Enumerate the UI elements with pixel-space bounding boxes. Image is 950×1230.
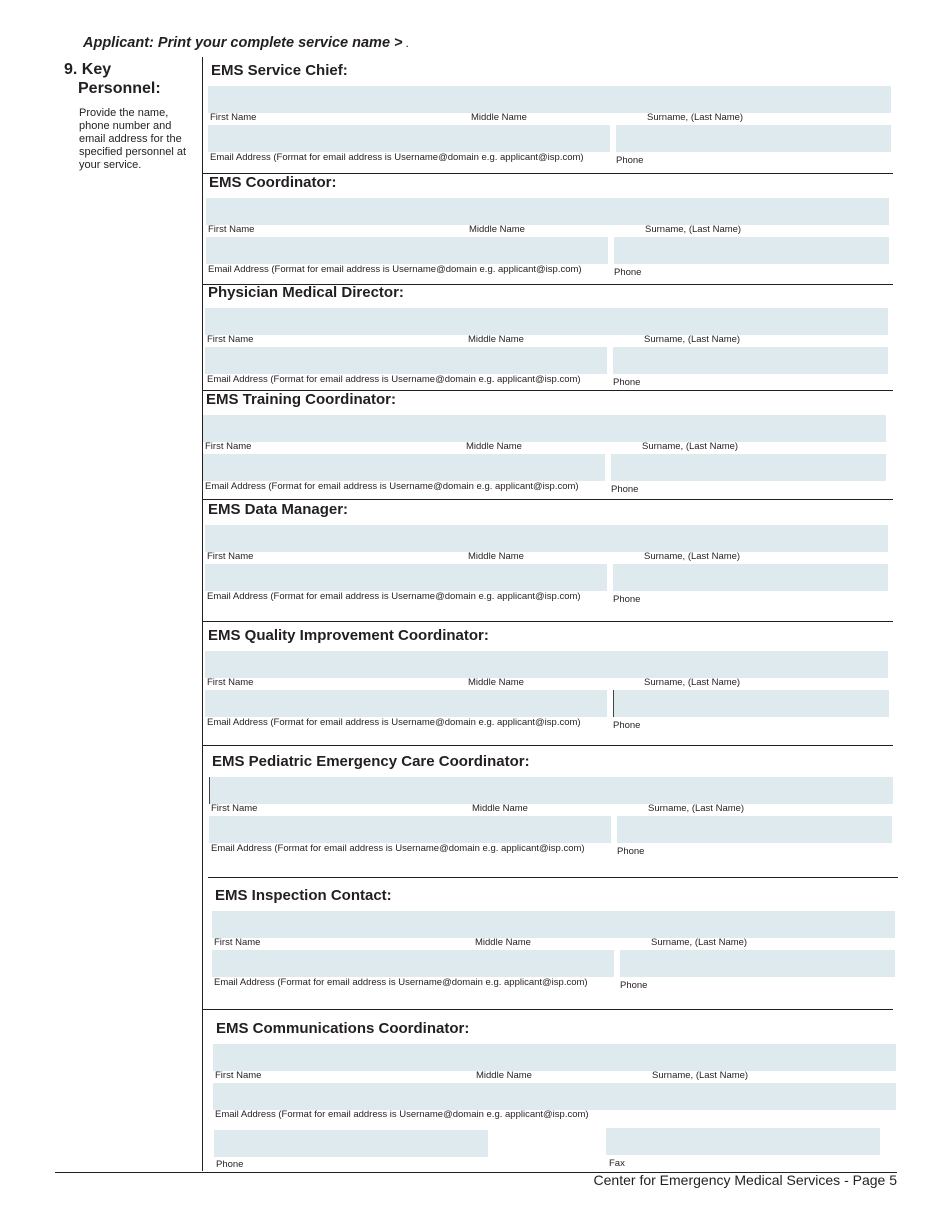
personnel-9-fax-field[interactable] [606,1128,880,1155]
personnel-5-first-name-label: First Name [207,551,254,562]
personnel-8-phone-label: Phone [620,980,648,991]
personnel-9-phone-label: Phone [216,1159,244,1170]
personnel-6-middle-name-label: Middle Name [468,677,524,688]
personnel-8-email-field[interactable] [212,950,614,977]
personnel-1-email-field[interactable] [208,125,610,152]
personnel-8-phone-field[interactable] [620,950,895,977]
personnel-1-first-name-label: First Name [210,112,257,123]
personnel-4-title: EMS Training Coordinator: [206,391,396,408]
personnel-3-phone-field[interactable] [613,347,888,374]
personnel-7-name-field[interactable] [209,777,893,804]
personnel-5-phone-label: Phone [613,594,641,605]
personnel-5-surname-label: Surname, (Last Name) [644,551,741,562]
personnel-7-surname-label: Surname, (Last Name) [648,803,745,814]
personnel-9-surname-label: Surname, (Last Name) [652,1070,749,1081]
personnel-4-phone-field[interactable] [611,454,886,481]
personnel-9-email-field[interactable] [213,1083,896,1110]
personnel-9-email-label: Email Address (Format for email address is Username@domain e.g. applicant@isp.com) [215,1109,589,1120]
personnel-3-phone-label: Phone [613,377,641,388]
personnel-3-email-label: Email Address (Format for email address is Username@domain e.g. applicant@isp.com) [207,374,581,385]
personnel-4-email-field[interactable] [203,454,605,481]
personnel-1-surname-label: Surname, (Last Name) [647,112,744,123]
section-number: 9. Key [64,61,112,78]
personnel-9-name-field[interactable] [213,1044,896,1071]
personnel-4-divider [203,499,893,500]
section-divider-vertical [202,57,203,1171]
personnel-3-middle-name-label: Middle Name [468,334,524,345]
personnel-7-phone-label: Phone [617,846,645,857]
personnel-6-phone-field[interactable] [613,690,889,717]
applicant-label: Applicant: Print your complete service name > [83,35,403,51]
personnel-8-title: EMS Inspection Contact: [215,887,392,904]
personnel-6-email-field[interactable] [205,690,607,717]
section-title: Personnel: [78,80,161,97]
personnel-2-email-field[interactable] [206,237,608,264]
personnel-7-first-name-label: First Name [211,803,258,814]
applicant-name-value: . [405,36,409,50]
personnel-3-first-name-label: First Name [207,334,254,345]
personnel-3-email-field[interactable] [205,347,607,374]
personnel-7-email-field[interactable] [209,816,611,843]
personnel-6-title: EMS Quality Improvement Coordinator: [208,627,489,644]
personnel-8-first-name-label: First Name [214,937,261,948]
personnel-2-surname-label: Surname, (Last Name) [645,224,742,235]
personnel-2-phone-label: Phone [614,267,642,278]
personnel-3-surname-label: Surname, (Last Name) [644,334,741,345]
applicant-service-name-prompt [83,35,409,51]
personnel-7-email-label: Email Address (Format for email address is Username@domain e.g. applicant@isp.com) [211,843,585,854]
personnel-2-phone-field[interactable] [614,237,889,264]
personnel-5-middle-name-label: Middle Name [468,551,524,562]
personnel-2-middle-name-label: Middle Name [469,224,525,235]
personnel-6-divider [203,745,893,746]
personnel-7-phone-field[interactable] [617,816,892,843]
personnel-4-first-name-label: First Name [205,441,252,452]
personnel-2-email-label: Email Address (Format for email address is Username@domain e.g. applicant@isp.com) [208,264,582,275]
personnel-8-email-label: Email Address (Format for email address is Username@domain e.g. applicant@isp.com) [214,977,588,988]
personnel-3-title: Physician Medical Director: [208,284,404,301]
personnel-8-middle-name-label: Middle Name [475,937,531,948]
personnel-5-name-field[interactable] [205,525,888,552]
personnel-9-fax-label: Fax [609,1158,625,1169]
personnel-6-name-field[interactable] [205,651,888,678]
personnel-4-surname-label: Surname, (Last Name) [642,441,739,452]
personnel-6-phone-label: Phone [613,720,641,731]
page-footer: Center for Emergency Medical Services - Page 5 [593,1172,897,1188]
personnel-5-email-label: Email Address (Format for email address is Username@domain e.g. applicant@isp.com) [207,591,581,602]
personnel-2-name-field[interactable] [206,198,889,225]
personnel-1-phone-field[interactable] [616,125,891,152]
personnel-4-name-field[interactable] [203,415,886,442]
personnel-2-first-name-label: First Name [208,224,255,235]
personnel-2-title: EMS Coordinator: [209,174,337,191]
personnel-9-title: EMS Communications Coordinator: [216,1020,470,1037]
personnel-4-email-label: Email Address (Format for email address is Username@domain e.g. applicant@isp.com) [205,481,579,492]
section-instructions: Provide the name, phone number and email address for the specified personnel at your service. [79,107,187,171]
personnel-4-middle-name-label: Middle Name [466,441,522,452]
personnel-3-name-field[interactable] [205,308,888,335]
personnel-9-block [216,1020,916,1180]
personnel-6-first-name-label: First Name [207,677,254,688]
personnel-1-email-label: Email Address (Format for email address is Username@domain e.g. applicant@isp.com) [210,152,584,163]
personnel-5-divider [203,621,893,622]
personnel-4-phone-label: Phone [611,484,639,495]
personnel-8-divider [203,1009,893,1010]
personnel-1-phone-label: Phone [616,155,644,166]
personnel-5-email-field[interactable] [205,564,607,591]
personnel-7-middle-name-label: Middle Name [472,803,528,814]
personnel-5-title: EMS Data Manager: [208,501,349,518]
personnel-5-phone-field[interactable] [613,564,888,591]
personnel-1-title: EMS Service Chief: [211,62,348,79]
personnel-6-surname-label: Surname, (Last Name) [644,677,741,688]
personnel-1-name-field[interactable] [208,86,891,113]
personnel-9-middle-name-label: Middle Name [476,1070,532,1081]
personnel-7-title: EMS Pediatric Emergency Care Coordinator: [212,753,530,770]
personnel-1-middle-name-label: Middle Name [471,112,527,123]
personnel-9-first-name-label: First Name [215,1070,262,1081]
personnel-8-surname-label: Surname, (Last Name) [651,937,748,948]
personnel-8-name-field[interactable] [212,911,895,938]
personnel-6-email-label: Email Address (Format for email address is Username@domain e.g. applicant@isp.com) [207,717,581,728]
personnel-7-divider [208,877,898,878]
personnel-9-phone-field[interactable] [214,1130,488,1157]
